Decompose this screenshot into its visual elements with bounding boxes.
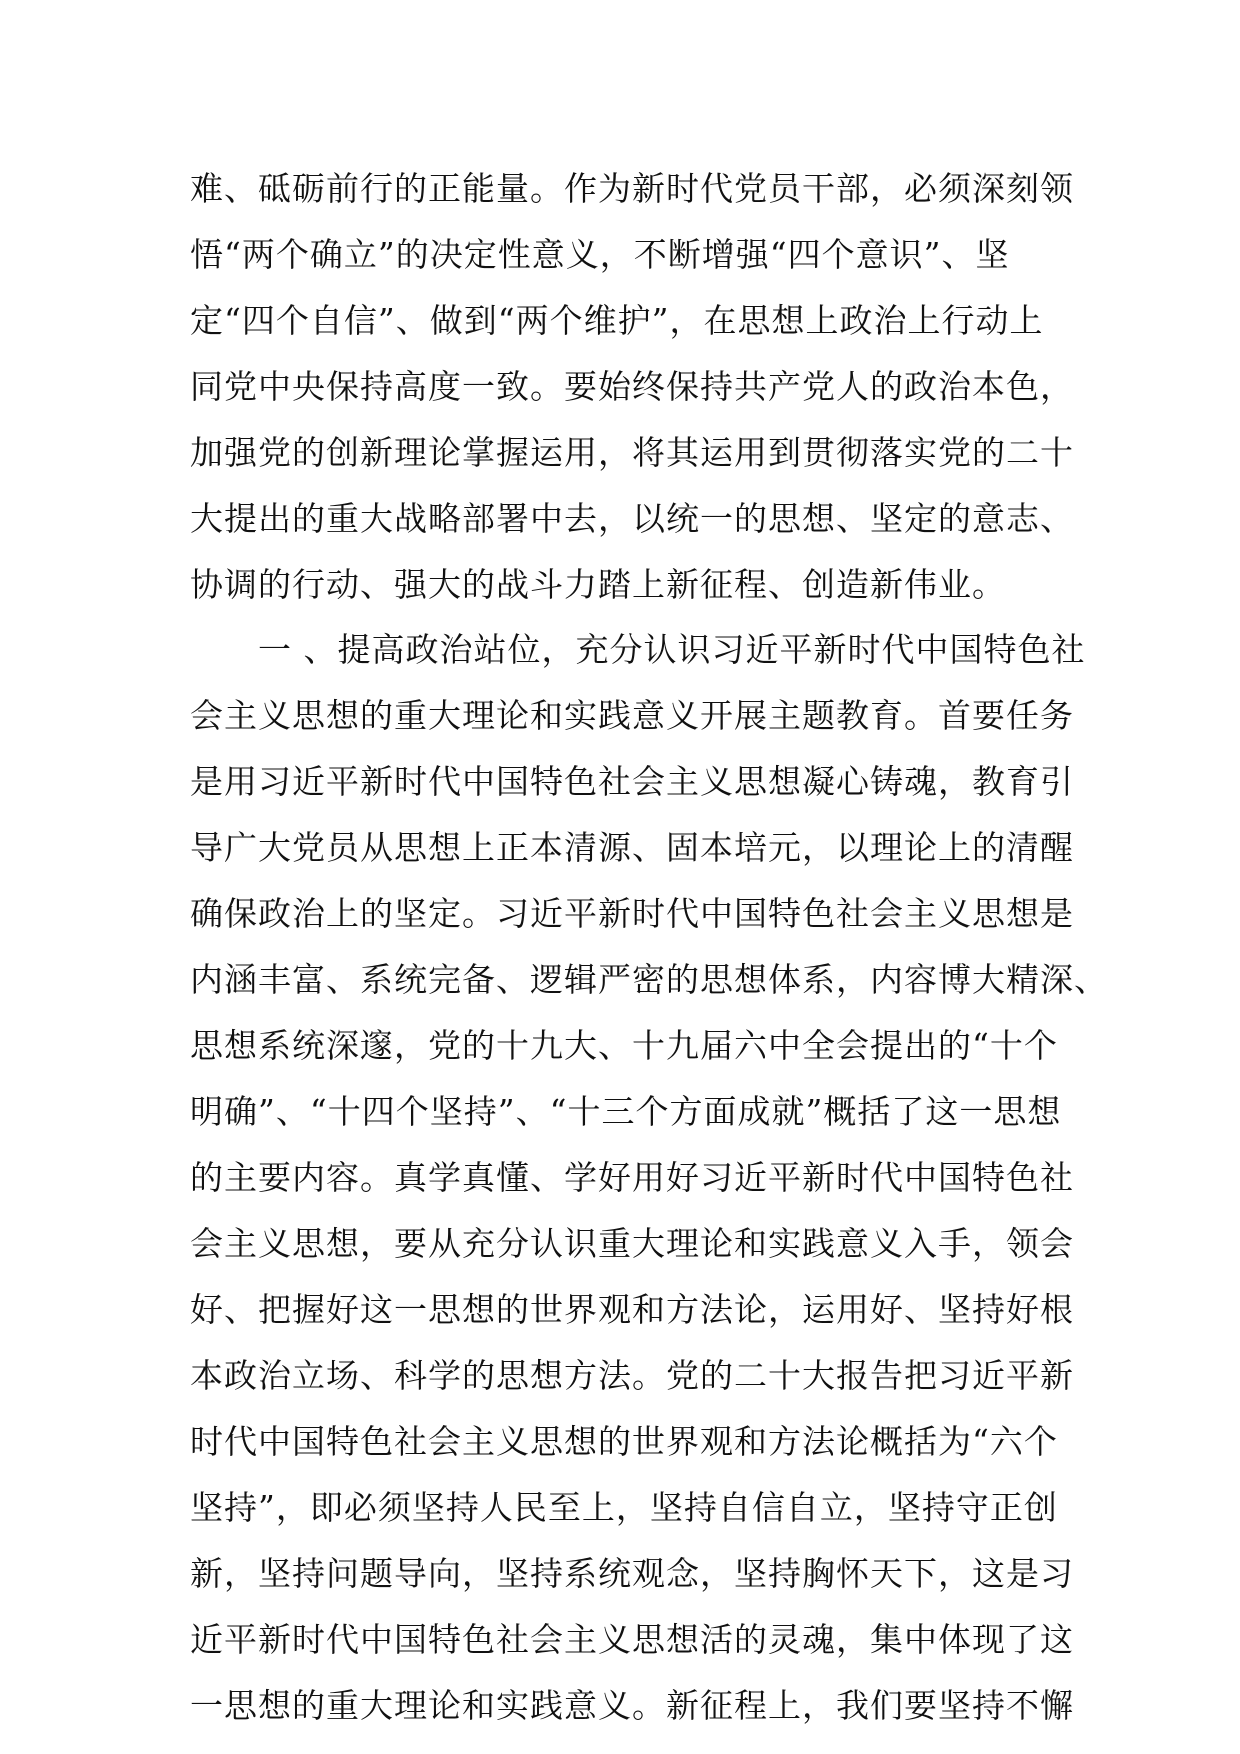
text-line: 明确”、“十四个坚持”、“十三个方面成就”概括了这一思想 bbox=[190, 1092, 1062, 1131]
text-line: 协调的行动、强大的战斗力踏上新征程、创造新伟业。 bbox=[190, 565, 1006, 604]
text-line: 思想系统深邃，党的十九大、十九届六中全会提出的“十个 bbox=[190, 1026, 1058, 1065]
text-line: 内涵丰富、系统完备、逻辑严密的思想体系，内容博大精深、 bbox=[190, 960, 1108, 999]
text-line: 一 、提高政治站位，充分认识习近平新时代中国特色社 bbox=[190, 630, 1086, 669]
text-line: 新，坚持问题导向，坚持系统观念，坚持胸怀天下，这是习 bbox=[190, 1554, 1074, 1593]
text-line: 导广大党员从思想上正本清源、固本培元，以理论上的清醒 bbox=[190, 828, 1074, 867]
text-line: 近平新时代中国特色社会主义思想活的灵魂，集中体现了这 bbox=[190, 1620, 1074, 1659]
text-line: 加强党的创新理论掌握运用，将其运用到贯彻落实党的二十 bbox=[190, 433, 1074, 472]
text-line: 难、砥砺前行的正能量。作为新时代党员干部，必须深刻领 bbox=[190, 169, 1074, 208]
text-line: 一思想的重大理论和实践意义。新征程上，我们要坚持不懈 bbox=[190, 1686, 1074, 1725]
text-line: 悟“两个确立”的决定性意义，不断增强“四个意识”、坚 bbox=[190, 235, 1010, 274]
text-line: 定“四个自信”、做到“两个维护”，在思想上政治上行动上 bbox=[190, 301, 1044, 340]
text-line: 时代中国特色社会主义思想的世界观和方法论概括为“六个 bbox=[190, 1422, 1058, 1461]
text-line: 大提出的重大战略部署中去，以统一的思想、坚定的意志、 bbox=[190, 499, 1074, 538]
text-line: 本政治立场、科学的思想方法。党的二十大报告把习近平新 bbox=[190, 1356, 1074, 1395]
paragraph-continuation bbox=[190, 156, 1074, 618]
text-line: 坚持”，即必须坚持人民至上，坚持自信自立，坚持守正创 bbox=[190, 1488, 1058, 1527]
text-line: 是用习近平新时代中国特色社会主义思想凝心铸魂，教育引 bbox=[190, 762, 1074, 801]
text-line: 会主义思想的重大理论和实践意义开展主题教育。首要任务 bbox=[190, 696, 1074, 735]
text-line: 同党中央保持高度一致。要始终保持共产党人的政治本色， bbox=[190, 367, 1074, 406]
text-line: 确保政治上的坚定。习近平新时代中国特色社会主义思想是 bbox=[190, 894, 1074, 933]
text-line: 的主要内容。真学真懂、学好用好习近平新时代中国特色社 bbox=[190, 1158, 1074, 1197]
text-line: 会主义思想，要从充分认识重大理论和实践意义入手，领会 bbox=[190, 1224, 1074, 1263]
text-line: 好、把握好这一思想的世界观和方法论，运用好、坚持好根 bbox=[190, 1290, 1074, 1329]
paragraph-section-one bbox=[190, 617, 1108, 1739]
